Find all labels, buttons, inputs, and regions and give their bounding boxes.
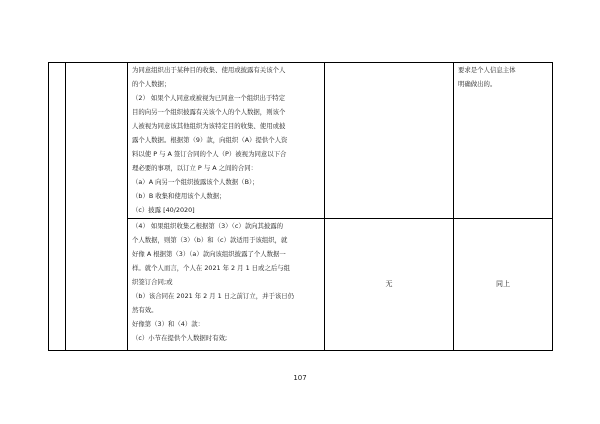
row2-note-cell: 同上 (496, 280, 510, 288)
text-line: 人被视为同意该其他组织为该特定目的收集、使用或披 (132, 122, 286, 130)
text-line: 要求是个人信息主体 (458, 66, 516, 74)
text-line: 理必要的事项，以订立 P 与 A 之间的合同： (132, 164, 257, 172)
page-number: 107 (293, 374, 307, 382)
text-line: 好像 A 根据第（3）（a）款向该组织披露了个人数据一 (132, 250, 286, 258)
col-border-4 (324, 62, 325, 351)
text-line: 织签订合同;或 (132, 278, 173, 286)
text-line: 为同意组织出于某种目的收集、使用或披露有关该个人 (132, 66, 286, 74)
text-line: （c）小节在提供个人数据时有效; (132, 334, 228, 342)
text-line: （b）该合同在 2021 年 2 月 1 日之前订立，并于该日仍 (132, 292, 295, 300)
text-line: 料以使 P 与 A 签订合同的个人（P）被视为同意以下合 (132, 150, 287, 158)
text-line: （b）B 收集和使用该个人数据； (132, 192, 226, 200)
text-line: 露个人数据。根据第（9）款，向组织（A）提供个人资 (132, 136, 288, 144)
col-border-2 (65, 62, 66, 351)
text-line: 然有效。 (132, 306, 158, 314)
col-border-1 (48, 62, 49, 351)
text-line: 好像第（3）和（4）款： (132, 320, 205, 328)
text-line: （c）披露 [40/2020] (132, 206, 195, 214)
col-border-3 (127, 62, 128, 351)
text-line: 明确做出的。 (458, 80, 497, 88)
text-line: 的个人数据； (132, 80, 171, 88)
table-top-border (48, 62, 553, 63)
text-line: （2） 如果个人同意或被视为已同意一个组织出于特定 (132, 94, 286, 102)
table-bottom-border (48, 350, 553, 351)
text-line: 个人数据，则第（3）（b）和（c）款适用于该组织，就 (132, 236, 288, 244)
text-line: （a）A 向另一个组织披露该个人数据（B）； (132, 178, 259, 186)
text-line: 目的向另一个组织披露有关该个人的个人数据，则该个 (132, 108, 286, 116)
row-divider (127, 218, 553, 219)
row2-comparison-cell: 无 (385, 280, 393, 288)
text-line: （4） 如果组织收集乙根据第（3）（c）款向其披露的 (132, 222, 284, 230)
text-line: 样。就个人而言，个人在 2021 年 2 月 1 日或之后与组 (132, 264, 291, 272)
col-border-6 (552, 62, 553, 351)
col-border-5 (453, 62, 454, 351)
